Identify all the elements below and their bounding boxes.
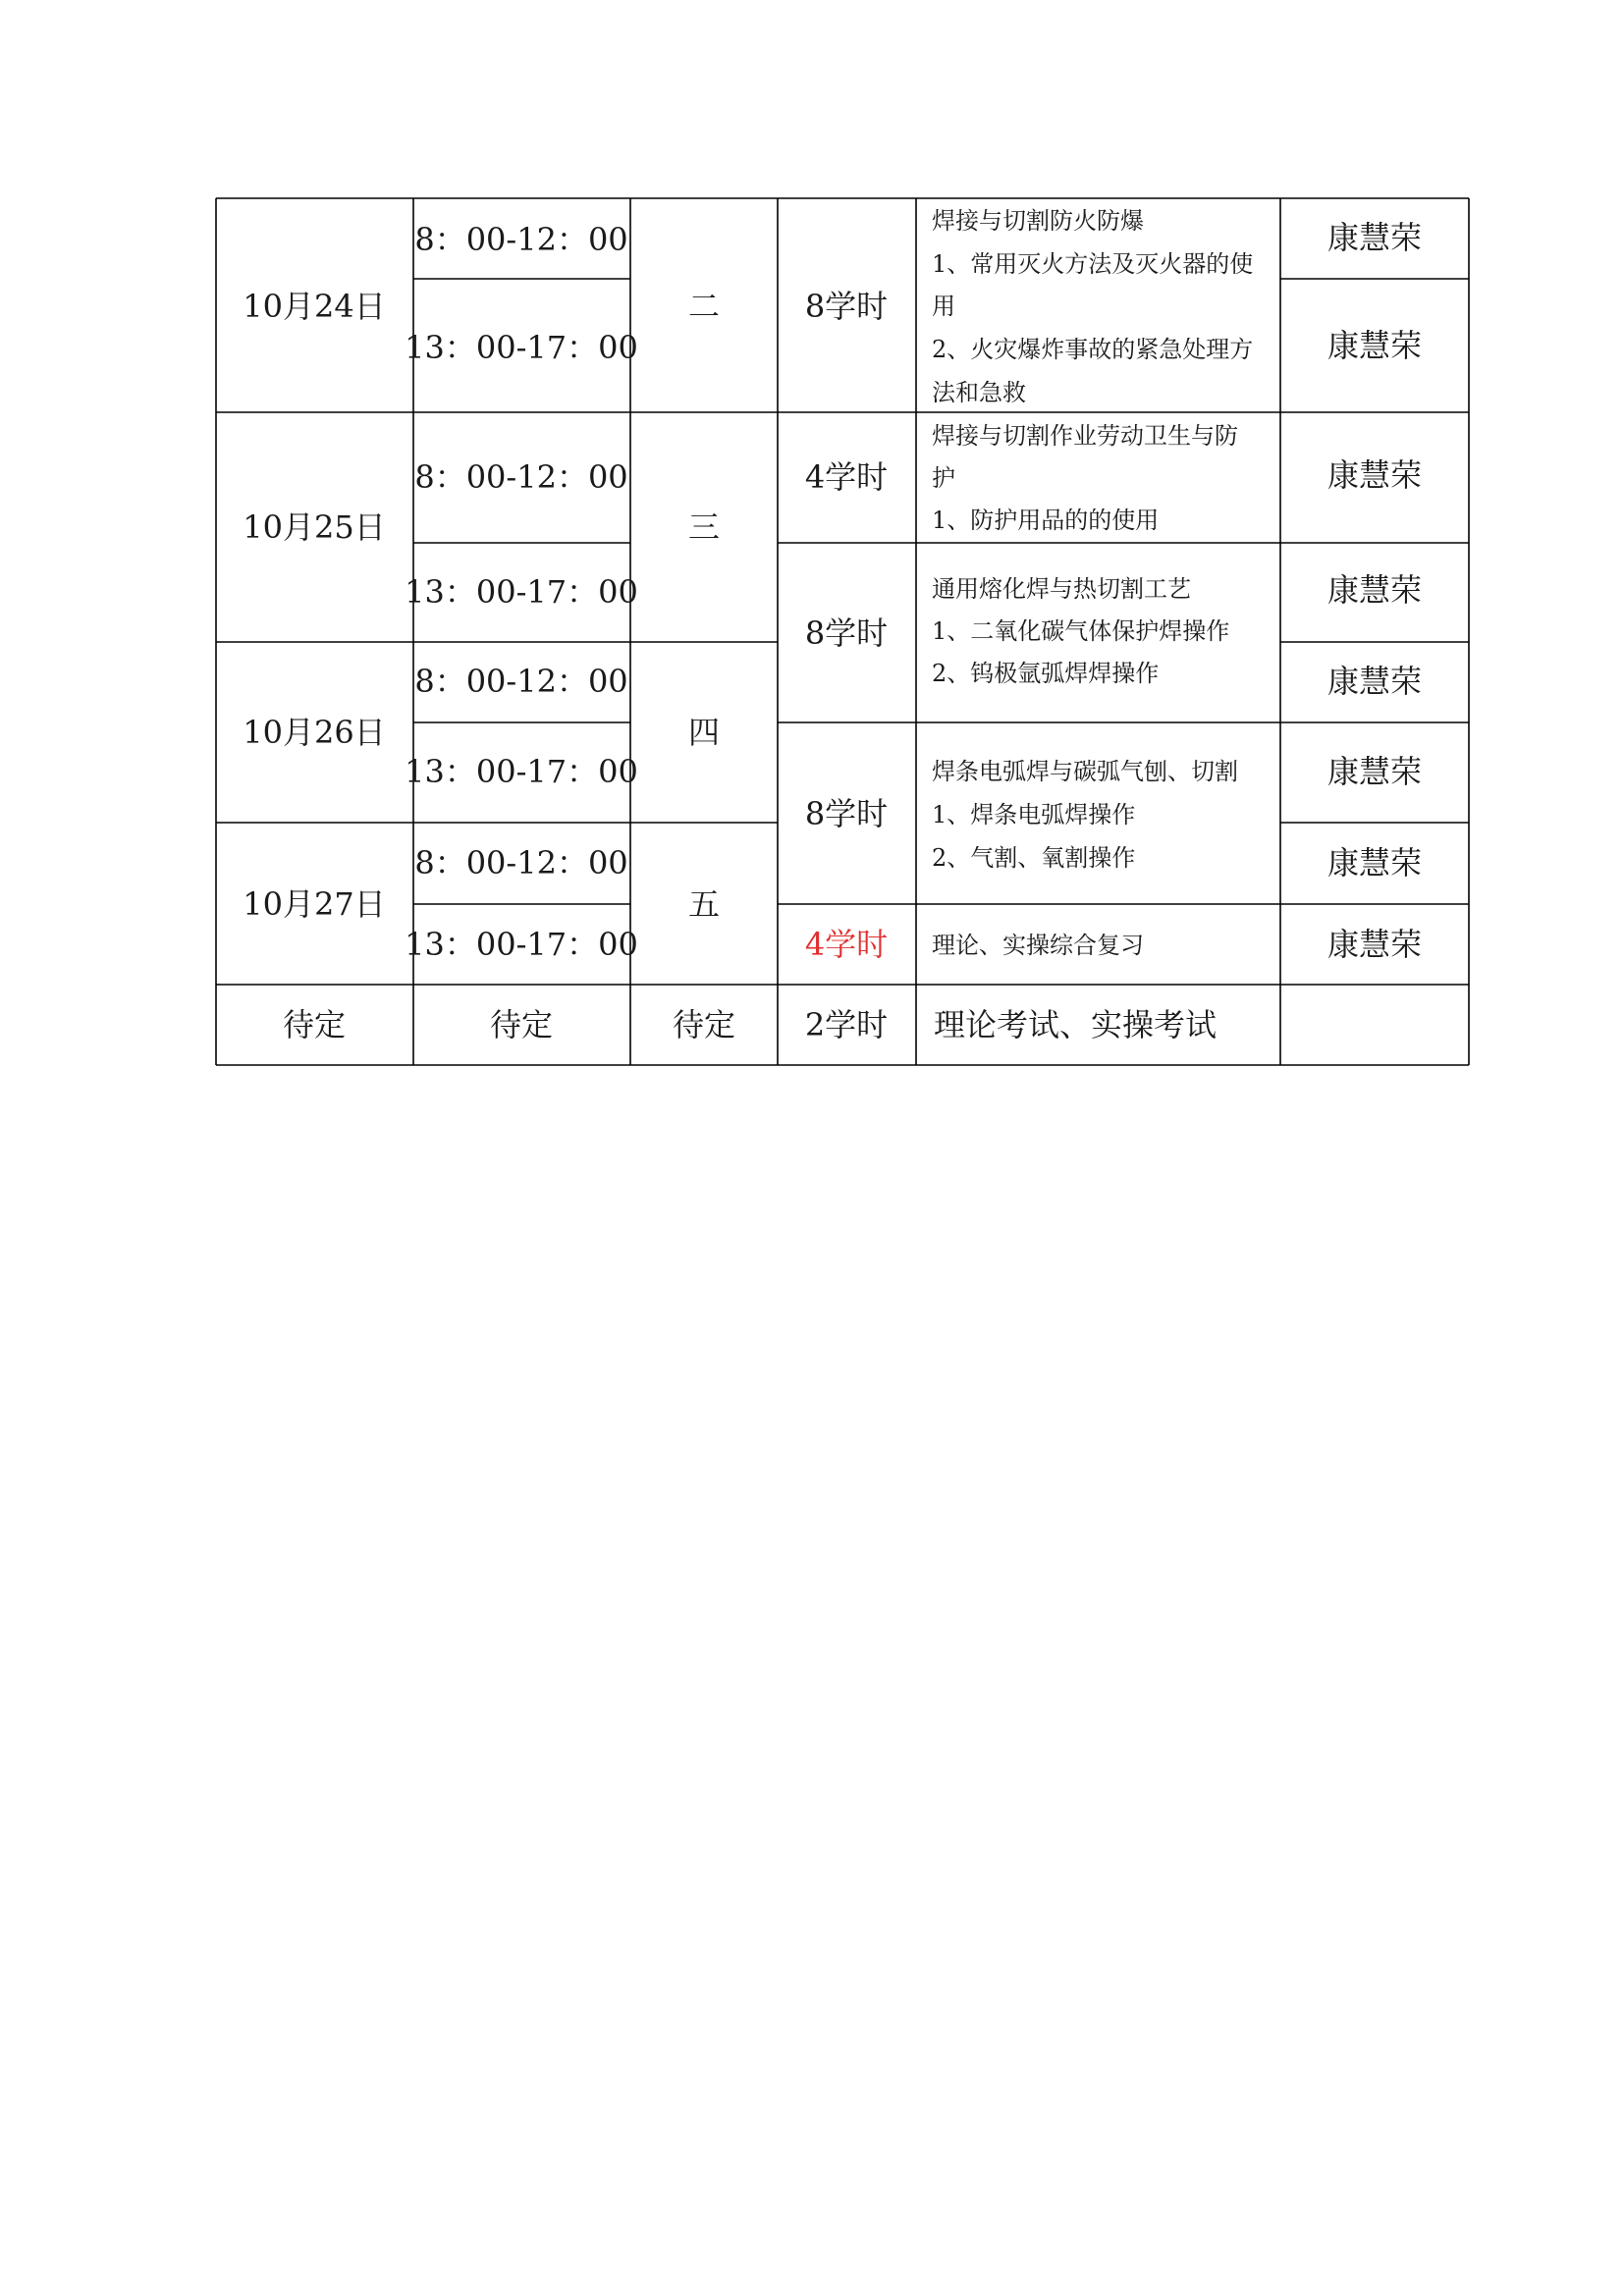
content-line: 焊接与切割防火防爆 (932, 207, 1144, 235)
date-cell: 10月24日 (243, 288, 386, 325)
content-cell: 理论考试、实操考试 (934, 1006, 1218, 1043)
hours-cell-highlighted: 4学时 (804, 926, 889, 963)
content-line: 1、常用灭火方法及灭火器的使 (932, 250, 1254, 278)
day-1-block (243, 207, 1422, 406)
date-cell: 10月27日 (243, 885, 386, 923)
content-line: 用 (932, 293, 955, 320)
merged-block-1 (805, 575, 1229, 687)
time-cell: 13：00-17：00 (405, 926, 638, 963)
content-line: 焊接与切割作业劳动卫生与防 (932, 422, 1238, 450)
time-cell: 13：00-17：00 (405, 329, 638, 366)
merged-block-3 (805, 926, 1144, 963)
teacher-cell: 康慧荣 (1326, 456, 1423, 494)
merged-block-2 (805, 758, 1238, 872)
teacher-cell: 康慧荣 (1326, 926, 1423, 963)
hours-cell: 8学时 (804, 288, 889, 325)
content-line: 理论、实操综合复习 (932, 932, 1144, 959)
time-cell: 8：00-12：00 (414, 844, 628, 881)
content-line: 1、防护用品的的使用 (932, 507, 1160, 534)
hours-cell: 2学时 (804, 1006, 889, 1043)
day-2-block (243, 422, 1422, 611)
weekday-cell: 三 (687, 508, 721, 546)
date-cell: 10月26日 (243, 714, 386, 751)
weekday-cell: 五 (687, 885, 721, 923)
time-cell: 8：00-12：00 (414, 663, 628, 700)
content-line: 通用熔化焊与热切割工艺 (932, 575, 1191, 603)
time-cell: 13：00-17：00 (405, 753, 638, 790)
weekday-cell: 二 (687, 288, 721, 325)
date-cell: 10月25日 (243, 508, 386, 546)
hours-cell: 8学时 (804, 614, 889, 652)
time-cell: 8：00-12：00 (414, 458, 628, 496)
content-line: 1、焊条电弧焊操作 (932, 801, 1136, 828)
time-cell: 待定 (489, 1006, 554, 1043)
hours-cell: 4学时 (804, 458, 889, 496)
teacher-cell: 康慧荣 (1326, 327, 1423, 364)
time-cell: 8：00-12：00 (414, 221, 628, 258)
teacher-cell: 康慧荣 (1326, 571, 1423, 609)
content-line: 2、火灾爆炸事故的紧急处理方 (932, 336, 1254, 363)
content-line: 2、气割、氧割操作 (932, 844, 1136, 872)
exam-row (283, 1006, 1217, 1043)
content-line: 焊条电弧焊与碳弧气刨、切割 (932, 758, 1238, 785)
weekday-cell: 待定 (672, 1006, 736, 1043)
teacher-cell: 康慧荣 (1326, 663, 1423, 700)
content-line: 法和急救 (932, 379, 1026, 406)
time-cell: 13：00-17：00 (405, 573, 638, 611)
day-3-block (243, 663, 1422, 790)
content-line: 2、钨极氩弧焊焊操作 (932, 660, 1160, 687)
content-line: 护 (932, 464, 955, 492)
teacher-cell: 康慧荣 (1326, 753, 1423, 790)
teacher-cell: 康慧荣 (1326, 844, 1423, 881)
hours-cell: 8学时 (804, 795, 889, 832)
date-cell: 待定 (282, 1006, 347, 1043)
teacher-cell: 康慧荣 (1326, 219, 1423, 256)
content-line: 1、二氧化碳气体保护焊操作 (932, 617, 1230, 645)
weekday-cell: 四 (687, 714, 721, 751)
